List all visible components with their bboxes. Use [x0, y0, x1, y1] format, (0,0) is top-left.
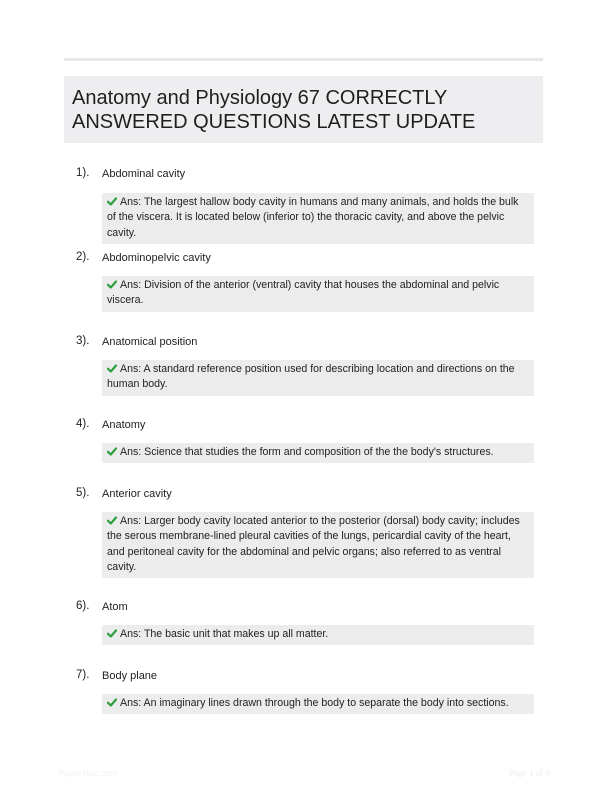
- question-term: Anatomy: [102, 419, 146, 431]
- answer-text: Ans: An imaginary lines drawn through the body to separate the body into sections.: [120, 697, 509, 709]
- question-term: Body plane: [102, 670, 158, 682]
- answer-text: Ans: Larger body cavity located anterior to the posterior (dorsal) body cavity; includes the serous membrane-lined pleural cavities of the lungs, pericardial cavity of the heart, and peritoneal cavity for the abdominal and pelvic organs; also referred to as ventral cavity.: [107, 515, 520, 573]
- question-number: 7).: [76, 669, 90, 681]
- check-icon: [107, 698, 117, 707]
- check-icon: [107, 280, 117, 289]
- question-term: Atom: [102, 601, 128, 613]
- question-term: Anatomical position: [102, 336, 198, 348]
- question-number: 1).: [76, 167, 90, 179]
- question-term: Abdominal cavity: [102, 168, 186, 180]
- footer-page-number: Page 1 of 9: [509, 768, 550, 778]
- question-term: Abdominopelvic cavity: [102, 252, 211, 264]
- top-divider: [64, 58, 543, 61]
- title-banner: [64, 76, 543, 143]
- answer-text: Ans: Division of the anterior (ventral) cavity that houses the abdominal and pelvic viscera.: [107, 279, 500, 307]
- question-number: 5).: [76, 487, 90, 499]
- answer-box: [102, 443, 534, 463]
- answer-text: Ans: A standard reference position used for describing location and directions on the human body.: [107, 363, 515, 391]
- answer-box: [102, 625, 534, 645]
- answer-box: [102, 193, 534, 244]
- footer-watermark: Paperstuc.com: [58, 768, 119, 778]
- check-icon: [107, 364, 117, 373]
- answer-box: [102, 360, 534, 396]
- answer-text: Ans: The largest hallow body cavity in humans and many animals, and holds the bulk of the viscera. It is located below (inferior to) the thoracic cavity, and above the pelvic cavity.: [107, 196, 519, 239]
- answer-text: Ans: The basic unit that makes up all matter.: [120, 628, 329, 640]
- question-number: 2).: [76, 251, 90, 263]
- document-title: Anatomy and Physiology 67 CORRECTLY ANSWERED QUESTIONS LATEST UPDATE: [72, 87, 476, 133]
- check-icon: [107, 516, 117, 525]
- check-icon: [107, 447, 117, 456]
- answer-box: [102, 694, 534, 714]
- question-number: 4).: [76, 418, 90, 430]
- check-icon: [107, 197, 117, 206]
- question-term: Anterior cavity: [102, 488, 172, 500]
- check-icon: [107, 629, 117, 638]
- answer-box: [102, 512, 534, 578]
- question-number: 6).: [76, 600, 90, 612]
- answer-text: Ans: Science that studies the form and composition of the the body's structures.: [120, 446, 494, 458]
- question-number: 3).: [76, 335, 90, 347]
- answer-box: [102, 276, 534, 312]
